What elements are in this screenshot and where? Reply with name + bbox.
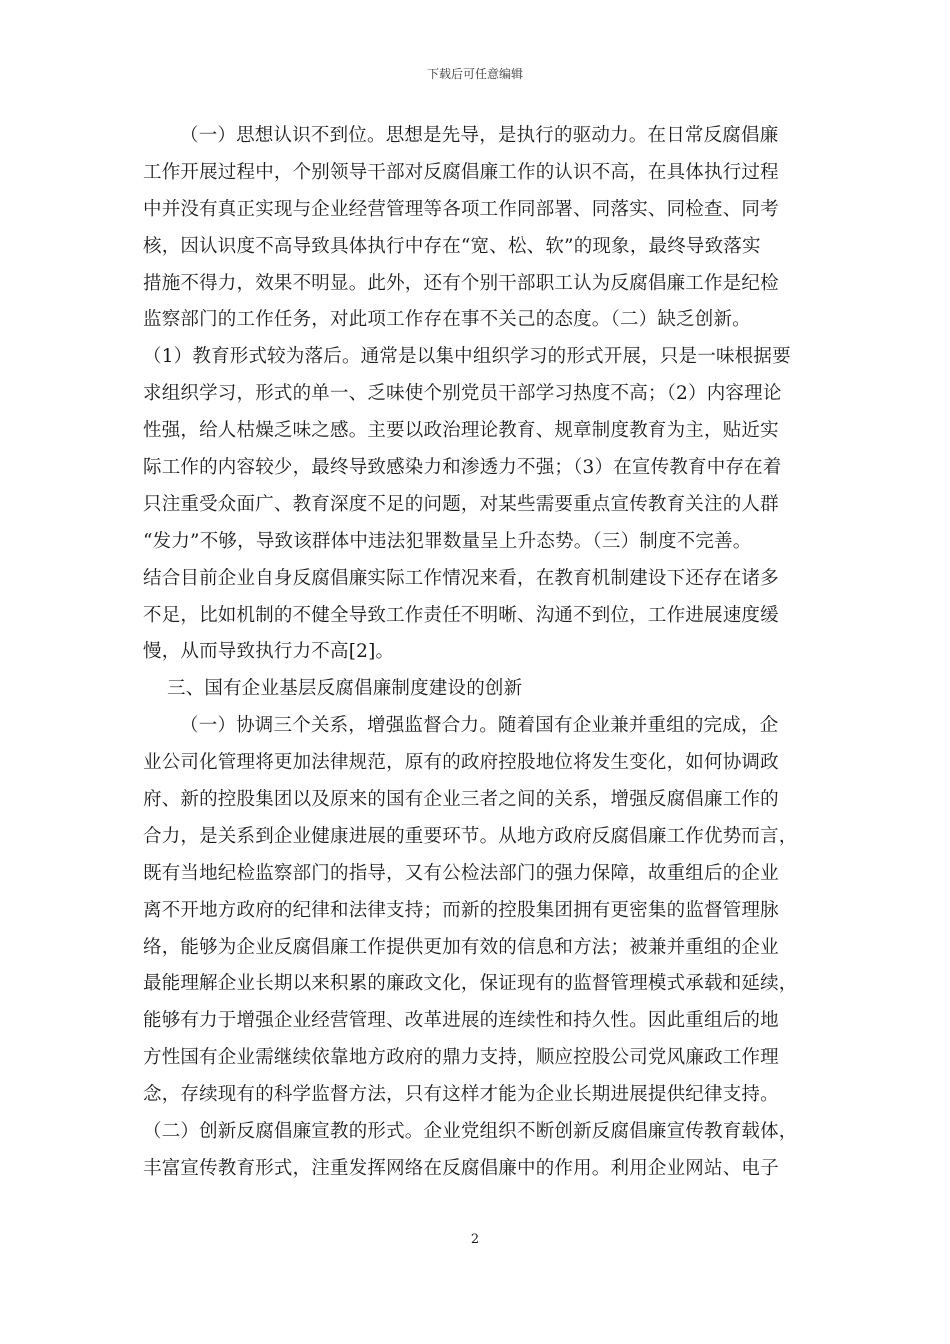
section-heading: 三、国有企业基层反腐倡廉制度建设的创新 bbox=[167, 678, 523, 700]
body-line: 念，存续现有的科学监督方法，只有这样才能为企业长期进展提供纪律支持。 bbox=[143, 1084, 779, 1106]
body-line: 监察部门的工作任务，对此项工作存在事不关己的态度。（二）缺乏创新。 bbox=[143, 309, 751, 331]
body-line: 措施不得力，效果不明显。此外，还有个别干部职工认为反腐倡廉工作是纪检 bbox=[143, 272, 779, 294]
body-line: 不足，比如机制的不健全导致工作责任不明晰、沟通不到位，工作进展速度缓 bbox=[143, 604, 779, 626]
body-line: 求组织学习，形式的单一、乏味使个别党员干部学习热度不高；（2）内容理论 bbox=[143, 383, 782, 405]
body-line: 际工作的内容较少，最终导致感染力和渗透力不强；（3）在宣传教育中存在着 bbox=[143, 457, 782, 479]
body-line: 核，因认识度不高导致具体执行中存在“宽、松、软”的现象，最终导致落实 bbox=[143, 235, 761, 257]
body-line: 性强，给人枯燥乏味之感。主要以政治理论教育、规章制度教育为主，贴近实 bbox=[143, 420, 779, 442]
page-header: 下载后可任意编辑 bbox=[426, 67, 523, 81]
body-line: 中并没有真正实现与企业经营管理等各项工作同部署、同落实、同检查、同考 bbox=[143, 198, 779, 220]
body-line: “发力”不够，导致该群体中违法犯罪数量呈上升态势。（三）制度不完善。 bbox=[143, 530, 752, 552]
body-line: 络，能够为企业反腐倡廉工作提供更加有效的信息和方法；被兼并重组的企业 bbox=[143, 936, 779, 958]
body-line: （二）创新反腐倡廉宣教的形式。企业党组织不断创新反腐倡廉宣传教育载体， bbox=[143, 1121, 798, 1143]
body-line: 业公司化管理将更加法律规范，原有的政府控股地位将发生变化，如何协调政 bbox=[143, 752, 779, 774]
body-line: 最能理解企业长期以来积累的廉政文化，保证现有的监督管理模式承载和延续， bbox=[143, 973, 798, 995]
body-line: （一）协调三个关系，增强监督合力。随着国有企业兼并重组的完成，企 bbox=[180, 715, 779, 737]
page-number: 2 bbox=[470, 1232, 480, 1247]
body-line: 方性国有企业需继续依靠地方政府的鼎力支持，顺应控股公司党风廉政工作理 bbox=[143, 1047, 779, 1069]
body-line: （1）教育形式较为落后。通常是以集中组织学习的形式开展，只是一味根据要 bbox=[143, 346, 791, 368]
body-line: 离不开地方政府的纪律和法律支持；而新的控股集团拥有更密集的监督管理脉 bbox=[143, 899, 779, 921]
body-line: 工作开展过程中，个别领导干部对反腐倡廉工作的认识不高，在具体执行过程 bbox=[143, 161, 779, 183]
body-line: 合力，是关系到企业健康进展的重要环节。从地方政府反腐倡廉工作优势而言， bbox=[143, 825, 798, 847]
body-line: 慢，从而导致执行力不高[2]。 bbox=[143, 641, 395, 663]
body-line: 只注重受众面广、教育深度不足的问题，对某些需要重点宣传教育关注的人群 bbox=[143, 493, 779, 515]
body-line: 能够有力于增强企业经营管理、改革进展的连续性和持久性。因此重组后的地 bbox=[143, 1010, 779, 1032]
document-body bbox=[143, 118, 811, 1188]
body-line: 丰富宣传教育形式，注重发挥网络在反腐倡廉中的作用。利用企业网站、电子 bbox=[143, 1157, 779, 1179]
body-line: 结合目前企业自身反腐倡廉实际工作情况来看，在教育机制建设下还存在诸多 bbox=[143, 567, 779, 589]
body-line: （一）思想认识不到位。思想是先导，是执行的驱动力。在日常反腐倡廉 bbox=[180, 125, 779, 146]
body-line: 既有当地纪检监察部门的指导，又有公检法部门的强力保障，故重组后的企业 bbox=[143, 862, 779, 884]
body-line: 府、新的控股集团以及原来的国有企业三者之间的关系，增强反腐倡廉工作的 bbox=[143, 789, 779, 811]
